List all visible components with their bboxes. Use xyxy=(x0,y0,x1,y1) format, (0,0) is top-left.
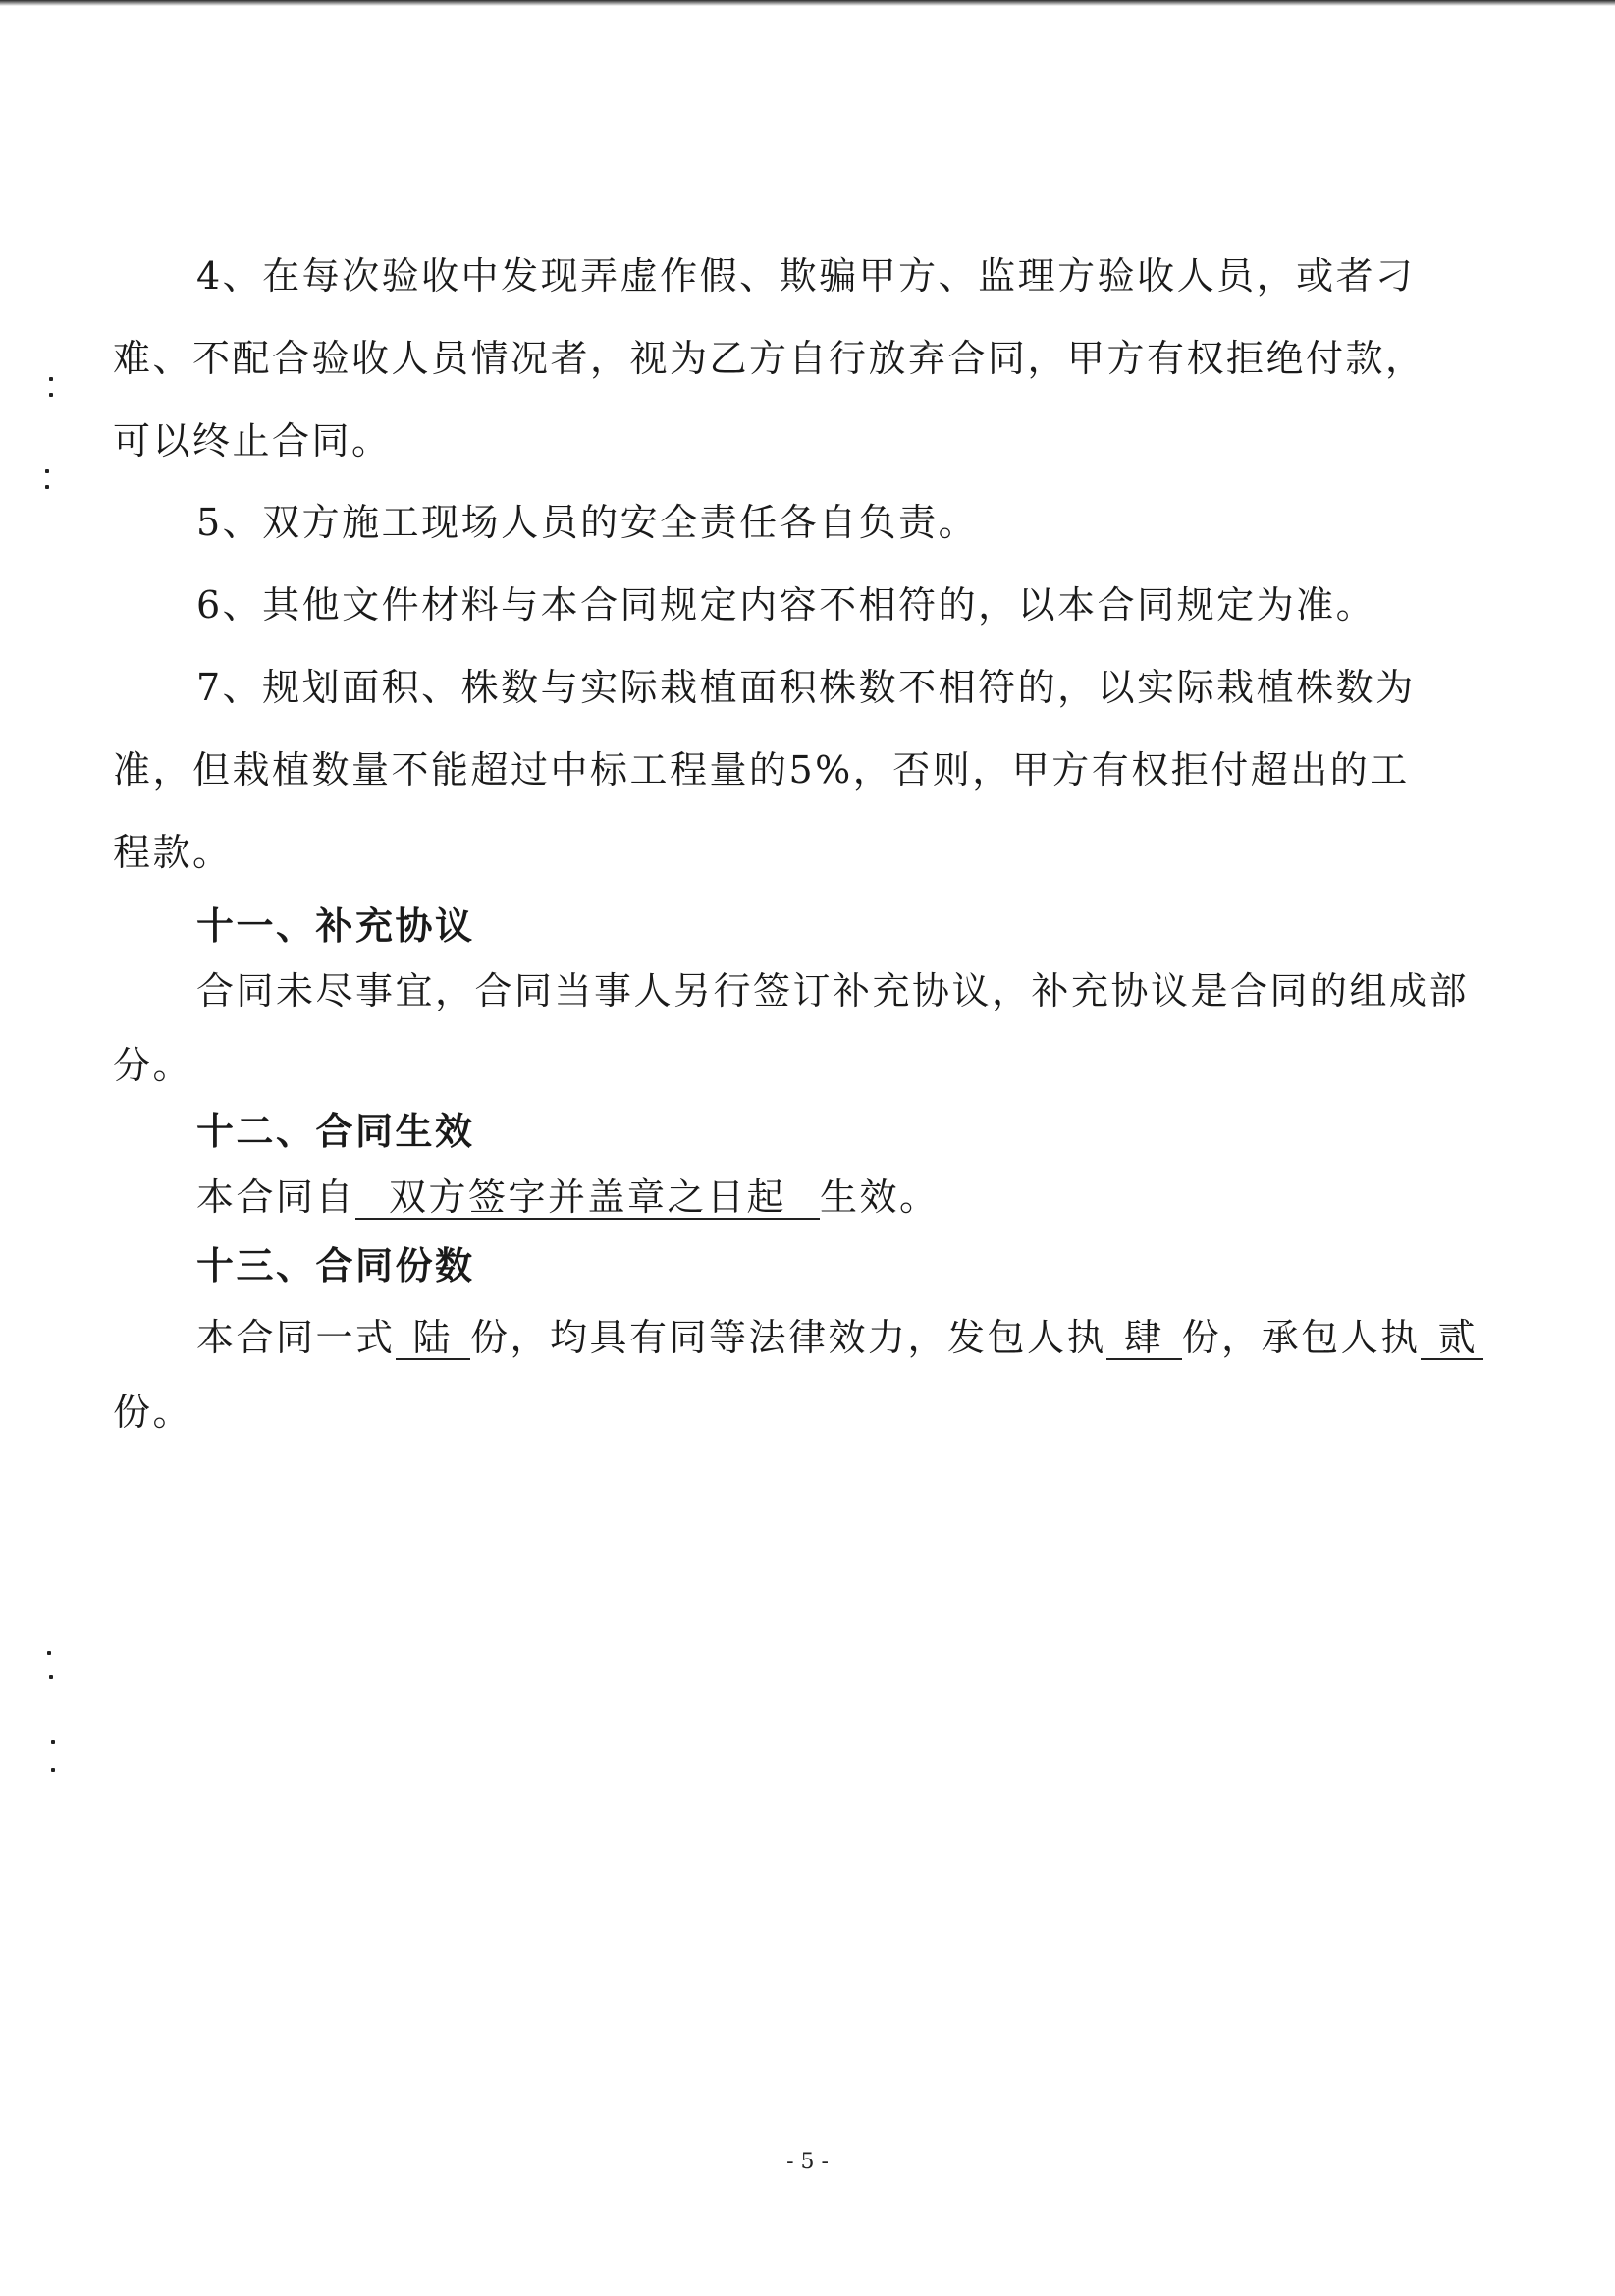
scan-speck xyxy=(45,485,49,489)
section-13-line-1 xyxy=(196,1316,1483,1360)
copies-clause-b: 份，均具有同等法律效力，发包人执 xyxy=(470,1316,1107,1359)
paragraph-7-line-1: 7、规划面积、株数与实际栽植面积株数不相符的，以实际栽植株数为 xyxy=(196,666,1416,709)
paragraph-7-line-3: 程款。 xyxy=(113,831,233,874)
effective-clause-prefix: 本合同自 xyxy=(196,1175,356,1219)
scan-speck xyxy=(45,469,49,473)
scan-speck xyxy=(51,1740,55,1744)
section-13-heading: 十三、合同份数 xyxy=(196,1243,475,1287)
paragraph-4-line-3: 可以终止合同。 xyxy=(113,419,392,463)
scan-speck xyxy=(49,1675,53,1679)
section-12-heading: 十二、合同生效 xyxy=(196,1109,475,1153)
paragraph-6: 6、其他文件材料与本合同规定内容不相符的，以本合同规定为准。 xyxy=(196,583,1376,627)
scan-speck xyxy=(49,393,53,397)
paragraph-5: 5、双方施工现场人员的安全责任各自负责。 xyxy=(196,501,979,544)
page-number: - 5 - xyxy=(786,2150,829,2174)
scan-speck xyxy=(49,377,53,381)
paragraph-7-line-2: 准，但栽植数量不能超过中标工程量的5%，否则，甲方有权拒付超出的工 xyxy=(113,748,1410,792)
effective-date-field: 双方签字并盖章之日起 xyxy=(355,1178,820,1220)
total-copies-field: 陆 xyxy=(396,1319,471,1360)
section-12-body xyxy=(196,1175,940,1220)
employer-copies-field: 肆 xyxy=(1106,1319,1182,1360)
scan-speck xyxy=(47,1651,51,1655)
section-11-line-1: 合同未尽事宜，合同当事人另行签订补充协议，补充协议是合同的组成部 xyxy=(196,969,1470,1012)
scan-speck xyxy=(51,1768,55,1772)
paragraph-4-line-1: 4、在每次验收中发现弄虚作假、欺骗甲方、监理方验收人员，或者刁 xyxy=(196,254,1416,298)
contractor-copies-field: 贰 xyxy=(1421,1319,1484,1360)
section-11-line-2: 分。 xyxy=(113,1044,193,1087)
paragraph-4-line-2: 难、不配合验收人员情况者，视为乙方自行放弃合同，甲方有权拒绝付款， xyxy=(113,337,1426,380)
copies-clause-c: 份，承包人执 xyxy=(1181,1316,1421,1359)
section-11-heading: 十一、补充协议 xyxy=(196,903,475,948)
effective-clause-suffix: 生效。 xyxy=(820,1175,940,1219)
scan-top-edge xyxy=(0,0,1615,6)
section-13-line-2: 份。 xyxy=(113,1391,193,1434)
copies-clause-a: 本合同一式 xyxy=(196,1316,396,1359)
